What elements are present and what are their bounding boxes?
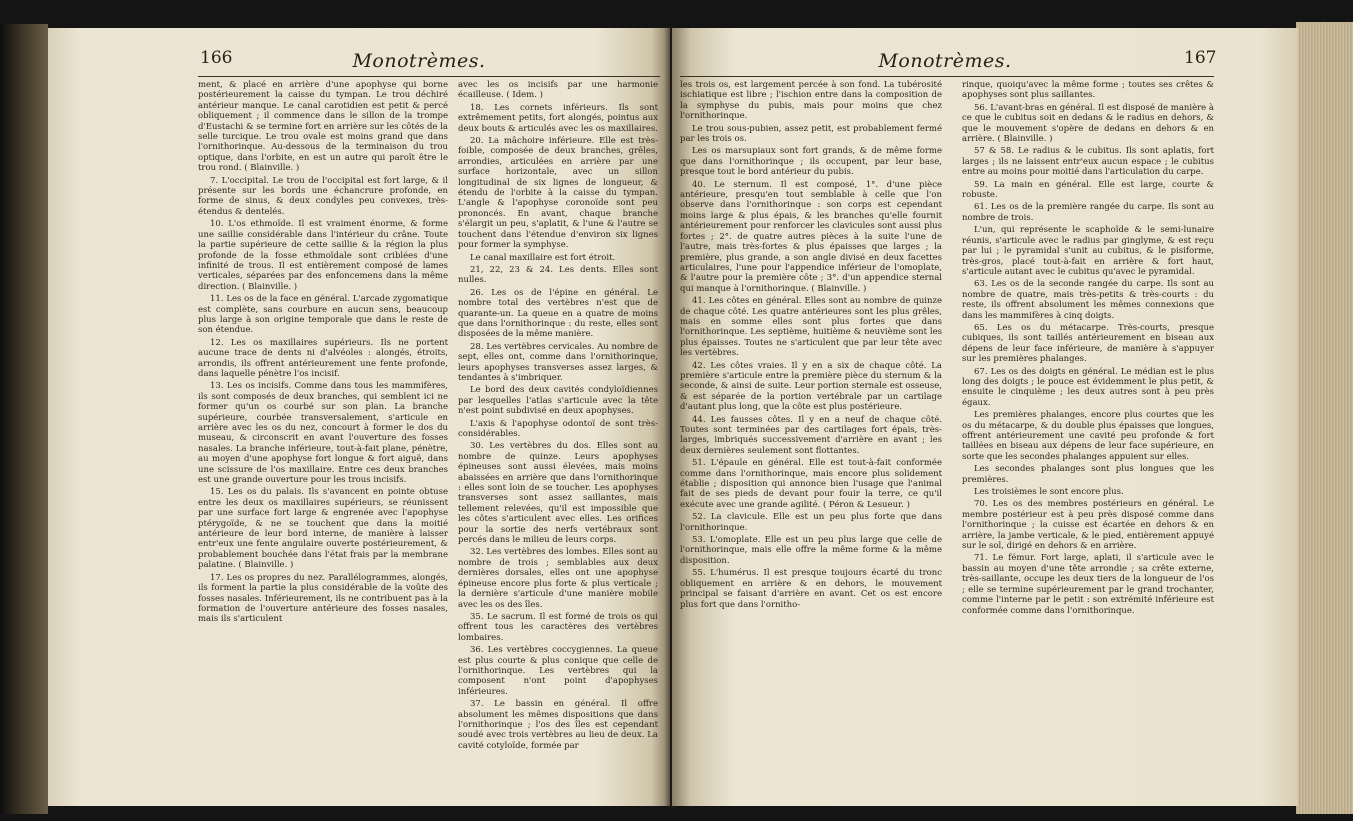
paragraph: 26. Les os de l'épine en général. Le nombre total des vertèbres n'est que de quarante-un. La queue en a quatre de moins que dans l'ornithorinque : du reste, elles sont disposées de la même manière. (458, 287, 658, 340)
right-column-2 (962, 80, 1214, 780)
paragraph: Les premières phalanges, encore plus courtes que les os du métacarpe, & du double plus épaisses que longues, offrent antérieurement une cavité peu profonde & fort taillées en biseau aux dépens de leur face supérieure, en sorte que les secondes phalanges appuient sur elles. (962, 410, 1214, 462)
paragraph: 37. Le bassin en général. Il offre absolument les mêmes dispositions que dans l'ornithorinque ; l'os des îles est cependant soudé avec trois vertèbres au lieu de deux. La cavité cotyloïde, formée par (458, 699, 658, 751)
paragraph: 13. Les os incisifs. Comme dans tous les mammifères, ils sont composés de deux branches, qui semblent ici ne former qu'un os courbé sur son plan. La branche supérieure, courbée transversalement, s'articule en arrière avec les os du nez, concourt à former le dos du museau, & circonscrit en avant l'ouverture des fosses nasales. La branche inférieure, tout-à-fait plane, pénètre, au moyen d'une apophyse fort longue & fort aiguë, dans une scissure de l'os maxillaire. Entre ces deux branches est une grande ouverture pour les trous incisifs. (198, 381, 448, 486)
left-running-title: Monotrèmes. (352, 50, 486, 72)
paragraph: L'axis & l'apophyse odontoï de sont très-considérables. (458, 418, 658, 439)
paragraph: 42. Les côtes vraies. Il y en a six de chaque côté. La première s'articule entre la première pièce du sternum & la seconde, & ainsi de suite. Leur portion sternale est osseuse, & est séparée de la portion vertébrale par un cartilage d'autant plus long, que la côte est plus postérieure. (680, 360, 942, 413)
paragraph: 28. Les vertèbres cervicales. Au nombre de sept, elles ont, comme dans l'ornithorinque, leurs apophyses transverses assez larges, & tendantes à s'imbriquer. (458, 341, 658, 383)
left-header-rule (198, 76, 660, 77)
left-page (48, 28, 670, 806)
paragraph: 52. La clavicule. Elle est un peu plus forte que dans l'ornithorinque. (680, 512, 942, 533)
paragraph: 11. Les os de la face en général. L'arcade zygomatique est complète, sans courbure en aucun sens, beaucoup plus large à son origine temporale que dans le reste de son étendue. (198, 294, 448, 336)
paragraph: 41. Les côtes en général. Elles sont au nombre de quinze de chaque côté. Les quatre antérieures sont les plus grêles, mais en somme elles sont plus fortes que dans l'ornithorinque. Les septième, huitième & neuvième sont les plus épaisses. Toutes ne s'articulent que par leur tête avec les vertèbres. (680, 296, 942, 359)
paragraph: 59. La main en général. Elle est large, courte & robuste. (962, 179, 1214, 201)
paragraph: rinque, quoiqu'avec la même forme ; toutes ses crêtes & apophyses sont plus saillantes. (962, 80, 1214, 101)
paragraph: Le bord des deux cavités condyloïdiennes par lesquelles l'atlas s'articule avec la tête n'est point subdivisé en deux apophyses. (458, 385, 658, 417)
paragraph: 65. Les os du métacarpe. Très-courts, presque cubiques, ils sont taillés antérieurement en biseau aux dépens de leur face inférieure, de manière à s'appuyer sur les premières phalanges. (962, 322, 1214, 365)
paragraph: Le canal maxillaire est fort étroit. (470, 252, 616, 263)
left-column-1 (198, 80, 448, 780)
paragraph: 32. Les vertèbres des lombes. Elles sont au nombre de trois ; semblables aux deux dernières dorsales, elles ont une apophyse épineuse encore plus forte & plus verticale ; la dernière s'articule d'une manière mobile avec les os des îles. (458, 547, 658, 610)
paragraph: ment, & placé en arrière d'une apophyse qui borne postérieurement la caisse du tympan. Le trou déchiré antérieur manque. Le canal carotidien est petit & percé obliquement ; il commence dans le sillon de la trompe d'Eustachi & se termine fort en arrière sur les côtés de la selle turcique. Le trou ovale est moins grand que dans l'ornithorinque. Au-dessous de la terminaison du trou optique, dans l'orbite, en est un autre qui paroît être le trou rond. ( Blainville. ) (198, 80, 448, 174)
paragraph: 18. Les cornets inférieurs. Ils sont extrêmement petits, fort alongés, pointus aux deux bouts & articulés avec les os maxillaires. (458, 102, 658, 134)
paragraph: L'un, qui représente le scaphoïde & le semi-lunaire réunis, s'articule avec le radius par ginglyme, & est reçu par lui ; le pyramidal s'unit au cubitus, & le pisiforme, très-gros, placé tout-à-fait en arrière & fort haut, s'articule autant avec le cubitus qu'avec le pyramidal. (962, 225, 1214, 277)
paragraph: 56. L'avant-bras en général. Il est disposé de manière à ce que le cubitus soit en dedans & le radius en dehors, & que le mouvement s'opère de dedans en dehors & en arrière. ( Blainville. ) (962, 102, 1214, 145)
paragraph: 44. Les fausses côtes. Il y en a neuf de chaque côté. Toutes sont terminées par des cartilages fort épais, très-larges, imbriqués successivement d'arrière en avant ; les deux dernières seulement sont flottantes. (680, 414, 942, 456)
paragraph: Le trou sous-pubien, assez petit, est probablement fermé par les trois os. (680, 123, 942, 145)
paragraph: 15. Les os du palais. Ils s'avancent en pointe obtuse entre les deux os maxillaires supérieurs, se réunissent par une surface fort large & engrenée avec l'apophyse ptérygoïde, & ne se touchent que dans la moitié antérieure de leur bord interne, de manière à laisser entr'eux une fente angulaire ouverte postérieurement, & probablement bouchée dans l'état frais par la membrane palatine. ( Blainville. ) (198, 487, 448, 571)
paragraph: les trois os, est largement percée à son fond. La tubérosité ischiatique est libre ; l'ischion entre dans la composition de la symphyse du pubis, mais pour moins que chez l'ornithorinque. (680, 80, 942, 122)
book-left-edge (0, 24, 48, 814)
paragraph: 40. Le sternum. Il est composé, 1°. d'une pièce antérieure, presqu'en tout semblable à celle que l'on observe dans l'ornithorinque : son corps est cependant moins large & plus épais, & les branches qu'elle fournit antérieurement pour renforcer les clavicules sont aussi plus fortes ; 2°. de quatre autres pièces à la suite l'une de l'autre, mais très-fortes & plus épaisses que larges ; la première, plus grande, a son angle divisé en deux facettes articulaires, l'une pour l'appendice inférieur de l'omoplate, & l'autre pour la première côte ; 3°. d'un appendice sternal qui manque à l'ornithorinque. ( Blainville. ) (680, 179, 942, 294)
paragraph: 30. Les vertèbres du dos. Elles sont au nombre de quinze. Leurs apophyses épineuses sont aussi élevées, mais moins abaissées en arrière que dans l'ornithorinque : elles sont loin de se toucher. Les apophyses transverses sont assez saillantes, mais tellement relevées, qu'il est impossible que les côtes s'articulent avec elles. Les orifices pour la sortie des nerfs vertébraux sont percés dans le milieu de leurs corps. (458, 441, 658, 546)
paragraph: 35. Le sacrum. Il est formé de trois os qui offrent tous les caractères des vertèbres lombaires. (458, 611, 658, 643)
paragraph: 53. L'omoplate. Elle est un peu plus large que celle de l'ornithorinque, mais elle offre la même forme & la même disposition. (680, 535, 942, 566)
paragraph: 71. Le fémur. Fort large, aplati, il s'articule avec le bassin au moyen d'une tête arrondie ; sa crête externe, très-saillante, occupe les deux tiers de la longueur de l'os ; elle se termine supérieurement par le grand trochanter, comme l'interne par le petit : son extrémité inférieure est conformée comme dans l'ornithorinque. (962, 553, 1214, 616)
paragraph: 70. Les os des membres postérieurs en général. Le membre postérieur est à peu près disposé comme dans l'ornithorinque ; la cuisse est écartée en dehors & en arrière, la jambe verticale, & le pied, entièrement appuyé sur le sol, dirigé en dehors & en arrière. (962, 499, 1214, 552)
left-column-2 (458, 80, 658, 780)
paragraph: 63. Les os de la seconde rangée du carpe. Ils sont au nombre de quatre, mais très-petits & très-courts : du reste, ils offrent absolument les mêmes connexions que dans les mammifères à cinq doigts. (962, 279, 1214, 321)
left-header (48, 46, 670, 80)
right-header-rule (680, 76, 1214, 77)
paragraph: avec les os incisifs par une harmonie écailleuse. ( Idem. ) (458, 80, 658, 101)
left-page-number: 166 (200, 48, 233, 68)
paragraph: Les secondes phalanges sont plus longues que les premières. (962, 464, 1214, 485)
paragraph: 20. La mâchoire inférieure. Elle est très-foible, composée de deux branches, grêles, arrondies, articulées en arrière par une surface horizontale, avec un sillon longitudinal de six lignes de longueur, & étendu de l'orbite à la caisse du tympan. L'angle & l'apophyse coronoïde sont peu prononcés. En avant, chaque branche s'élargit un peu, s'aplatit, & l'une & l'autre se touchent dans l'étendue d'environ six lignes pour former la symphyse. (458, 136, 658, 251)
paragraph: 36. Les vertèbres coccygiennes. La queue est plus courte & plus conique que celle de l'ornithorinque. Les vertèbres qui la composent n'ont point d'apophyses inférieures. (458, 645, 658, 697)
paragraph: 7. L'occipital. Le trou de l'occipital est fort large, & il présente sur les bords une échancrure profonde, en forme de sinus, & deux condyles peu convexes, très-étendus & dentelés. (198, 175, 448, 217)
paragraph: 12. Les os maxillaires supérieurs. Ils ne portent aucune trace de dents ni d'alvéoles : alongés, étroits, arrondis, ils offrent antérieurement une fente profonde, dans laquelle pénètre l'os incisif. (198, 337, 448, 379)
paragraph: 21, 22, 23 & 24. Les dents. Elles sont nulles. (458, 264, 658, 286)
paragraph: Les troisièmes le sont encore plus. (974, 487, 1124, 498)
right-page-number: 167 (1184, 48, 1217, 68)
paragraph: 17. Les os propres du nez. Parallélogrammes, alongés, ils forment la partie la plus considérable de la voûte des fosses nasales. Inférieurement, ils ne contribuent pas à la formation de l'ouverture antérieure des fosses nasales, mais ils s'articulent (198, 572, 448, 625)
right-column-1 (680, 80, 942, 780)
paragraph: 51. L'épaule en général. Elle est tout-à-fait conformée comme dans l'ornithorinque, mais encore plus solidement établie ; disposition qui annonce bien l'usage que l'animal fait de ses pieds de devant pour fouir la terre, ce qu'il exécute avec une grande agilité. ( Péron & Lesueur. ) (680, 458, 942, 510)
paragraph: Les os marsupiaux sont fort grands, & de même forme que dans l'ornithorinque ; ils occupent, par leur base, presque tout le bord antérieur du pubis. (680, 146, 942, 178)
right-page (672, 28, 1298, 806)
paragraph: 57 & 58. Le radius & le cubitus. Ils sont aplatis, fort larges ; ils ne laissent entr'eux aucun espace ; le cubitus entre au moins pour moitié dans l'articulation du carpe. (962, 146, 1214, 178)
paragraph: 55. L'humérus. Il est presque toujours écarté du tronc obliquement en arrière & en dehors, le mouvement principal se faisant d'arrière en avant. Cet os est encore plus fort que dans l'ornitho- (680, 568, 942, 610)
paragraph: 10. L'os ethmoïde. Il est vraiment énorme, & forme une saillie considérable dans l'intérieur du crâne. Toute la partie supérieure de cette saillie & la région la plus profonde de la fosse ethmoïdale sont criblées d'une infinité de trous. Il est entièrement composé de lames verticales, séparées par des enfoncemens dans la même direction. ( Blainville. ) (198, 219, 448, 292)
right-running-title: Monotrèmes. (878, 50, 1012, 72)
paragraph: 61. Les os de la première rangée du carpe. Ils sont au nombre de trois. (962, 202, 1214, 223)
right-header (672, 46, 1298, 80)
paragraph: 67. Les os des doigts en général. Le médian est le plus long des doigts ; le pouce est évidemment le plus petit, & ensuite le cinquième ; les deux autres sont à peu près égaux. (962, 366, 1214, 408)
book-page-edges (1296, 22, 1353, 814)
